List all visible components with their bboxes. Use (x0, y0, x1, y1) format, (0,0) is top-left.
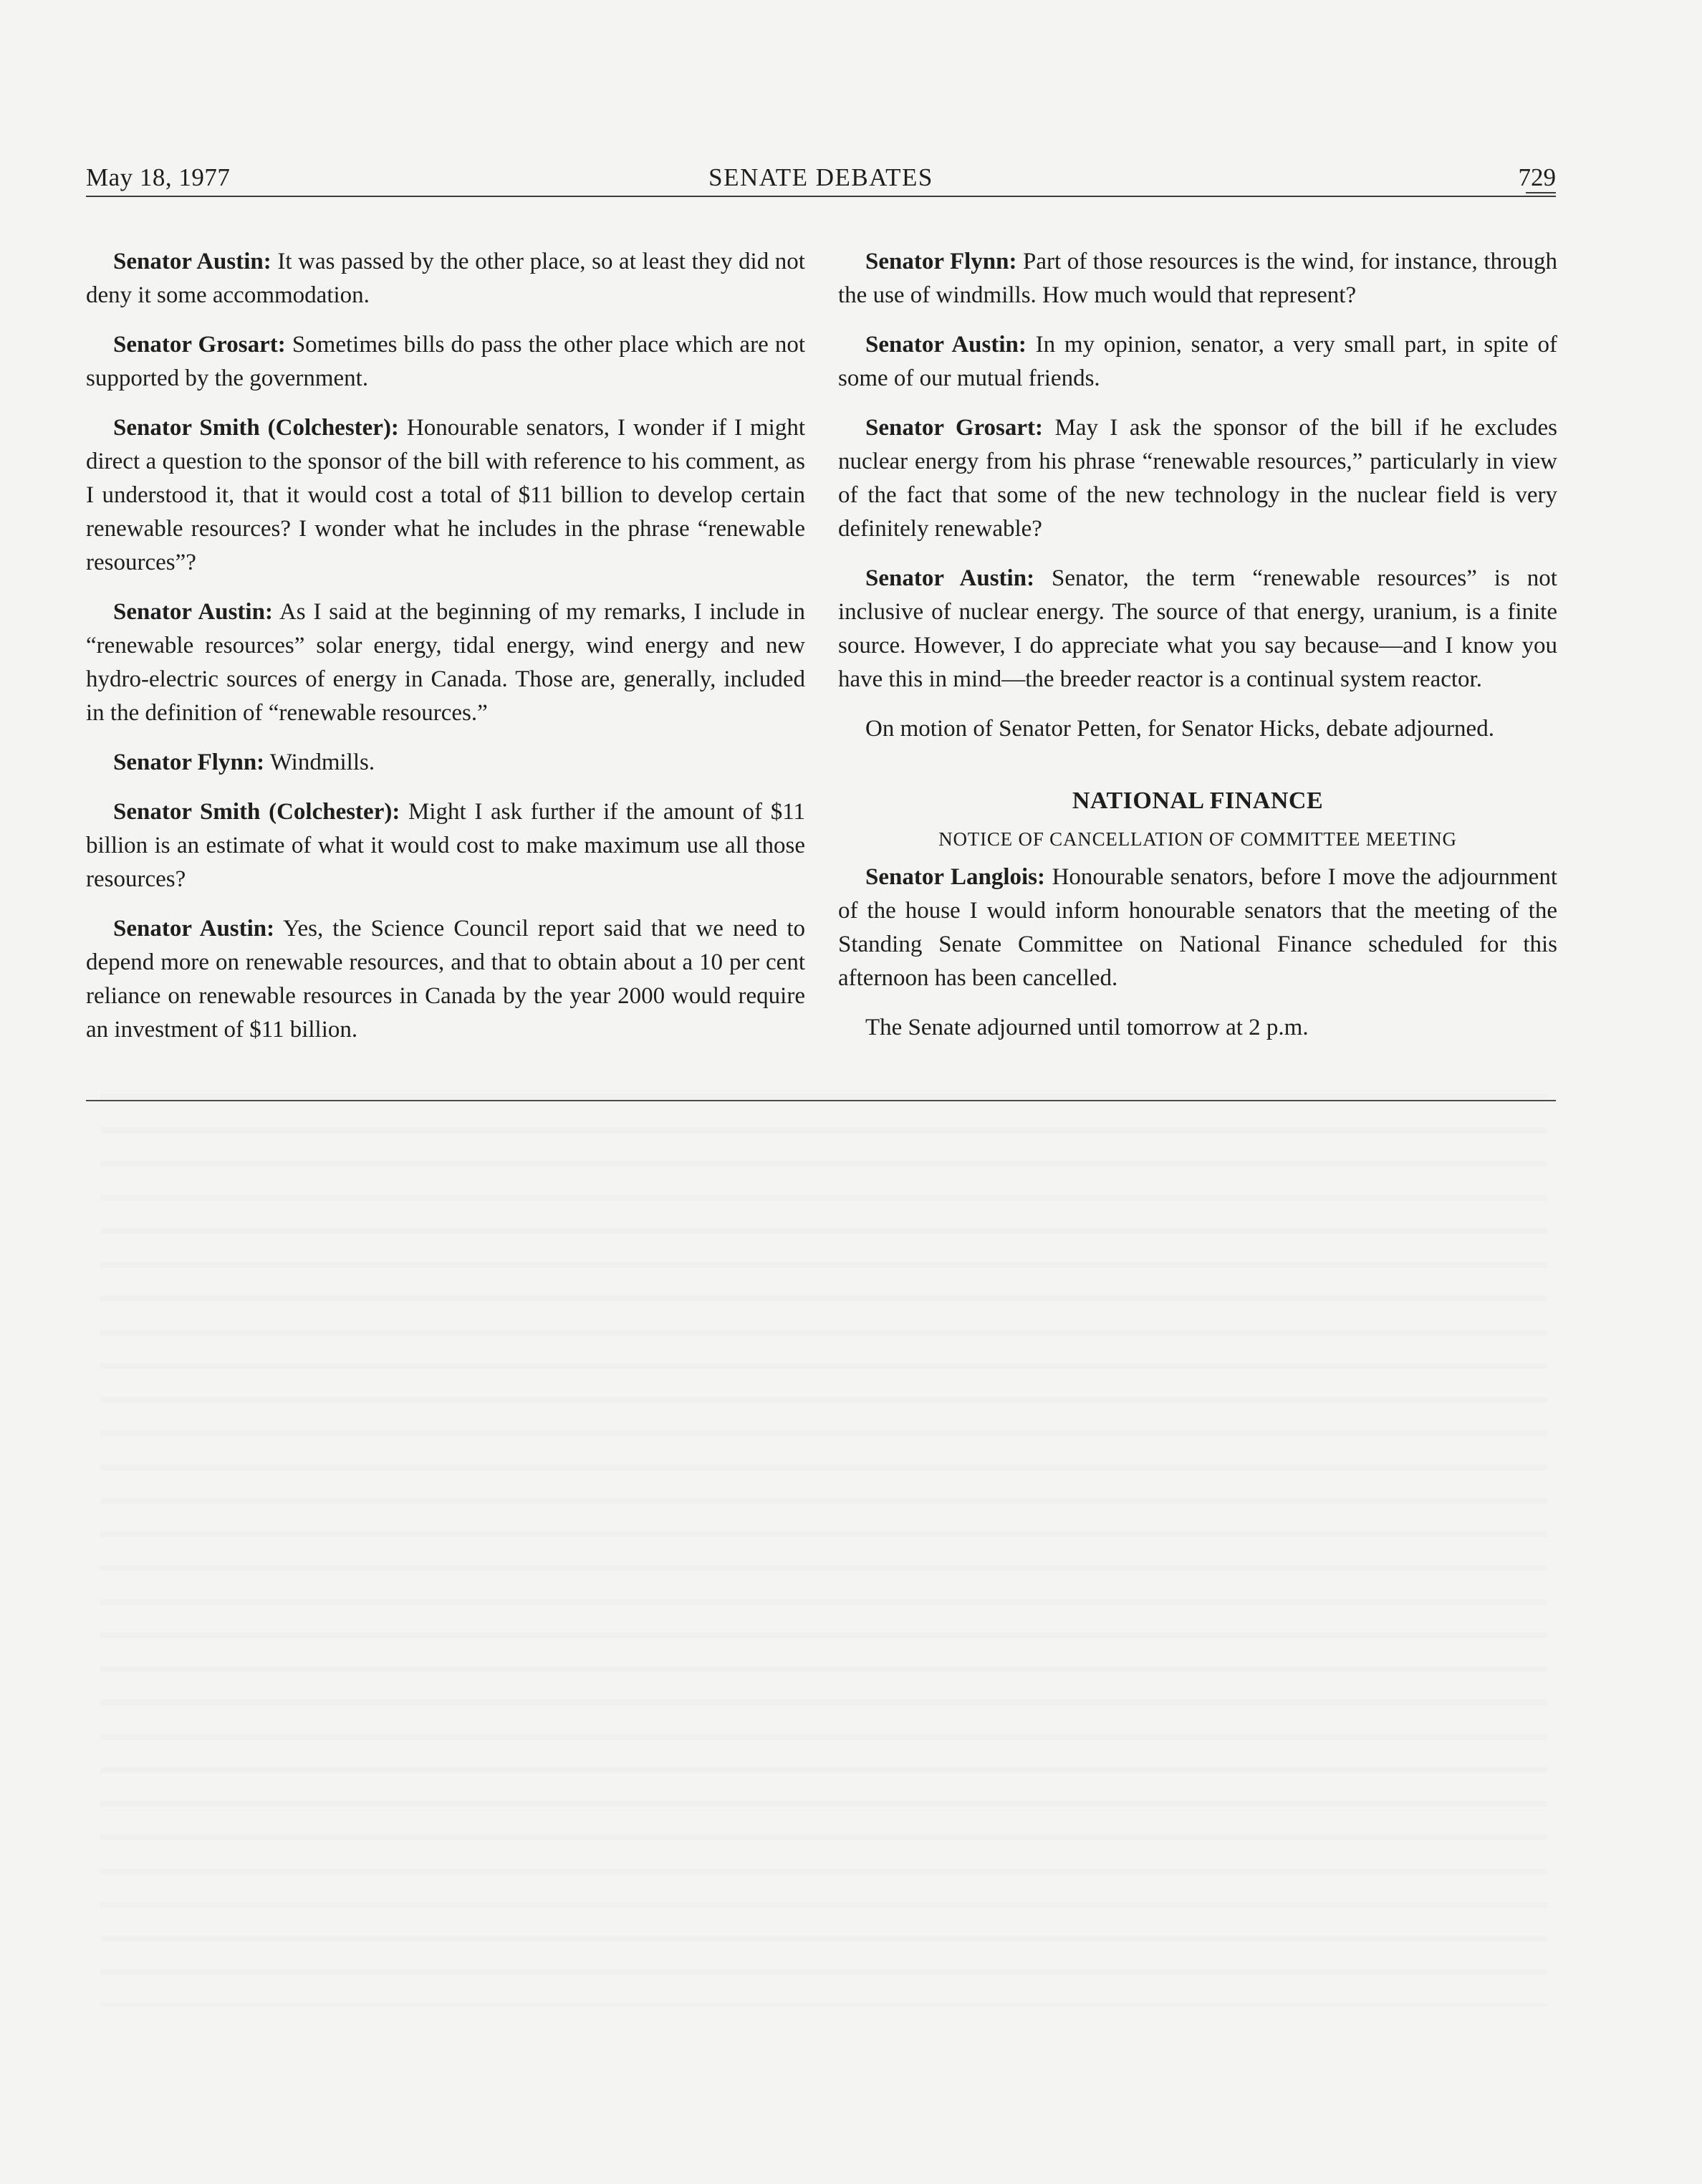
page-number-underline (1526, 192, 1556, 193)
speech-text: Honourable senators, before I move the adjournment of the house I would inform honourable senators that the meeting of the Standing Senate Committee on National Finance scheduled for this afternoon has been cancelled. (838, 864, 1557, 991)
paragraph (86, 795, 805, 896)
paragraph (86, 328, 805, 396)
speaker-name: Senator Austin: (865, 332, 1027, 358)
paragraph (86, 746, 805, 780)
speech-text: Senator, the term “renewable resources” is not inclusive of nuclear energy. The source of that energy, uranium, is a finite source. However, I do appreciate what you say because—and I know you have this in mind—the breeder reactor is a continual system reactor. (838, 565, 1557, 692)
paragraph (86, 411, 805, 580)
bleed-through-texture (100, 1075, 1547, 2006)
paragraph (838, 328, 1557, 396)
speaker-name: Senator Austin: (113, 599, 273, 625)
header-date: May 18, 1977 (86, 163, 231, 191)
speaker-name: Senator Grosart: (865, 415, 1044, 441)
speech-text: Yes, the Science Council report said that we need to depend more on renewable resources, and that to obtain about a 10 per cent reliance on renewable resources in Canada by the year 2000 would require an investment of $11 billion. (86, 916, 805, 1043)
speech-text: Part of those resources is the wind, for instance, through the use of windmills. How much would that represent? (838, 249, 1557, 308)
speech-text: Honourable senators, I wonder if I might direct a question to the sponsor of the bill with reference to his comment, as I understood it, that it would cost a total of $11 billion to develop certain renewable resources? I wonder what he includes in the phrase “renewable resources”? (86, 415, 805, 575)
paragraph (86, 912, 805, 1047)
speech-text: The Senate adjourned until tomorrow at 2 p.m. (865, 1015, 1309, 1040)
speech-text: May I ask the sponsor of the bill if he excludes nuclear energy from his phrase “renewable resources,” particularly in view of the fact that some of the new technology in the nuclear field is very definitely renewable? (838, 415, 1557, 542)
section-subheading: NOTICE OF CANCELLATION OF COMMITTEE MEETING (938, 828, 1457, 850)
speaker-name: Senator Austin: (113, 916, 275, 942)
speech-text: Sometimes bills do pass the other place which are not supported by the government. (86, 332, 805, 391)
speech-text: Might I ask further if the amount of $11 billion is an estimate of what it would cost to make maximum use all those resources? (86, 799, 805, 892)
page-number: 729 (1518, 163, 1556, 191)
left-column (86, 245, 805, 1063)
speaker-name: Senator Austin: (865, 565, 1035, 591)
speaker-name: Senator Smith (Colchester): (113, 799, 400, 825)
page-header (86, 162, 1556, 199)
header-title: SENATE DEBATES (708, 163, 933, 191)
paragraph (838, 861, 1557, 995)
paragraph (838, 562, 1557, 696)
speech-text: On motion of Senator Petten, for Senator Hicks, debate adjourned. (865, 716, 1494, 742)
paragraph (838, 245, 1557, 312)
speaker-name: Senator Smith (Colchester): (113, 415, 399, 441)
speaker-name: Senator Langlois: (865, 864, 1046, 890)
bottom-rule (86, 1100, 1556, 1101)
paragraph (838, 411, 1557, 546)
procedural-note (838, 1011, 1557, 1045)
paragraph (86, 245, 805, 312)
header-rule (86, 196, 1556, 197)
speaker-name: Senator Flynn: (113, 749, 265, 775)
speech-text: In my opinion, senator, a very small part, in spite of some of our mutual friends. (838, 332, 1557, 391)
paragraph (86, 595, 805, 730)
speaker-name: Senator Flynn: (865, 249, 1017, 274)
speech-text: As I said at the beginning of my remarks, I include in “renewable resources” solar energy, tidal energy, wind energy and new hydro-electric sources of energy in Canada. Those are, generally, included in the definition of “renewable resources.” (86, 599, 805, 726)
speech-text: Windmills. (264, 749, 375, 775)
right-column (838, 245, 1557, 1060)
speech-text: It was passed by the other place, so at least they did not deny it some accommodation. (86, 249, 805, 308)
section-heading: NATIONAL FINANCE (1072, 787, 1324, 814)
speaker-name: Senator Austin: (113, 249, 271, 274)
procedural-note (838, 712, 1557, 746)
speaker-name: Senator Grosart: (113, 332, 286, 358)
